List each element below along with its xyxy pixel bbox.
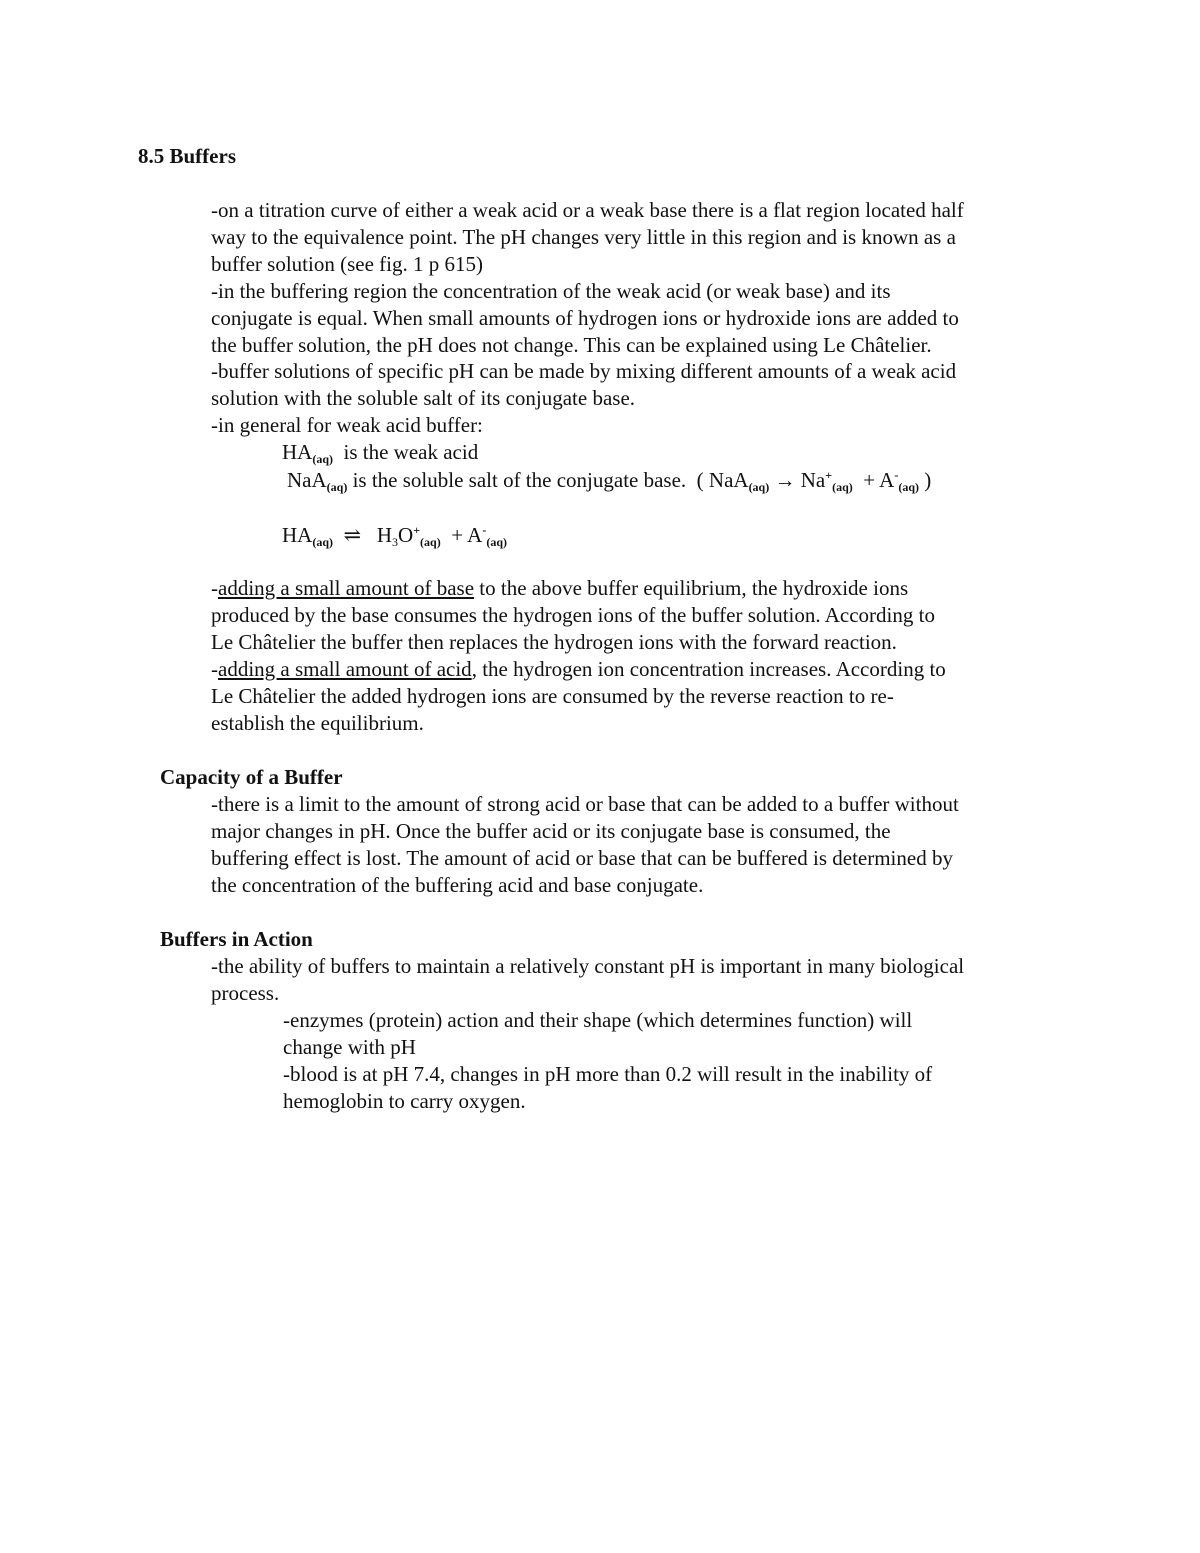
formula-subscript: (aq) (420, 535, 441, 549)
action-sub-line: -enzymes (protein) action and their shape (which determines function) will (283, 1008, 913, 1032)
dash: - (211, 656, 218, 681)
reaction-arrow: → Na (769, 468, 826, 492)
intro-line: buffer solution (see fig. 1 p 615) (211, 251, 483, 276)
formula-subscript: (aq) (832, 480, 853, 494)
formula-text: + A (440, 523, 483, 547)
formula-superscript: + (413, 523, 421, 537)
formula-species: HA (282, 523, 313, 547)
formula-subscript: (aq) (326, 480, 348, 494)
formula-text: is the soluble salt of the conjugate base. ( NaA (347, 468, 749, 492)
formula-subscript: (aq) (312, 452, 334, 466)
dash: - (211, 576, 218, 600)
action-sub-line: change with pH (283, 1034, 416, 1059)
intro-paragraphs (211, 197, 964, 439)
formula-species: O (398, 523, 414, 547)
formula-superscript: - (482, 523, 487, 537)
capacity-paragraph (211, 791, 959, 899)
acid-line (211, 656, 946, 683)
intro-line: the buffer solution, the pH does not change. This can be explained using Le Châtelier. (211, 332, 932, 357)
formula-species: HA (282, 440, 313, 464)
intro-line: -on a titration curve of either a weak acid or a weak base there is a flat region located half (211, 198, 964, 222)
action-sub-line: -blood is at pH 7.4, changes in pH more than 0.2 will result in the inability of (283, 1061, 933, 1086)
section-title: 8.5 Buffers (138, 144, 236, 168)
underlined-phrase: adding a small amount of base (218, 576, 475, 600)
formula-weak-acid (282, 439, 478, 466)
formula-species: NaA (287, 468, 327, 492)
capacity-line: buffering effect is lost. The amount of acid or base that can be buffered is determined by (211, 845, 953, 870)
base-line: Le Châtelier the buffer then replaces the hydrogen ions with the forward reaction. (211, 629, 897, 654)
formula-superscript: + (825, 468, 833, 482)
formula-superscript: - (894, 468, 899, 482)
base-line: produced by the base consumes the hydrogen ions of the buffer solution. According to (211, 602, 935, 627)
line-text: to the above buffer equilibrium, the hydroxide ions (474, 576, 909, 600)
line-text: , the hydrogen ion concentration increases. According to (471, 656, 946, 681)
action-line: process. (211, 980, 280, 1005)
intro-line: -in the buffering region the concentration of the weak acid (or weak base) and its (211, 278, 891, 303)
formula-subscript: (aq) (486, 535, 507, 549)
intro-line: conjugate is equal. When small amounts of hydrogen ions or hydroxide ions are added to (211, 305, 959, 330)
formula-subscript: (aq) (312, 535, 334, 549)
formula-text: + A (852, 468, 895, 492)
formula-equilibrium (282, 522, 507, 549)
intro-line: -in general for weak acid buffer: (211, 413, 483, 438)
base-line (211, 575, 946, 602)
capacity-line: the concentration of the buffering acid and base conjugate. (211, 872, 704, 897)
equilibrium-arrow: ⇌ H (333, 523, 393, 547)
intro-line: way to the equivalence point. The pH changes very little in this region and is known as a (211, 224, 956, 249)
capacity-line: -there is a limit to the amount of strong acid or base that can be added to a buffer without (211, 792, 959, 816)
acid-line: Le Châtelier the added hydrogen ions are consumed by the reverse reaction to re- (211, 683, 894, 708)
formula-subscript: 3 (392, 535, 399, 549)
intro-line: solution with the soluble salt of its conjugate base. (211, 386, 636, 411)
buffer-response-paragraphs (211, 575, 946, 736)
formula-salt (287, 467, 931, 494)
formula-text: ) (919, 468, 932, 492)
capacity-line: major changes in pH. Once the buffer acid or its conjugate base is consumed, the (211, 818, 891, 843)
acid-line: establish the equilibrium. (211, 710, 424, 735)
intro-line: -buffer solutions of specific pH can be made by mixing different amounts of a weak acid (211, 359, 957, 384)
action-sub-line: hemoglobin to carry oxygen. (283, 1088, 526, 1113)
underlined-phrase: adding a small amount of acid (218, 656, 472, 681)
formula-text: is the weak acid (333, 440, 479, 464)
action-heading: Buffers in Action (160, 927, 313, 951)
capacity-heading: Capacity of a Buffer (160, 765, 343, 789)
action-line: -the ability of buffers to maintain a relatively constant pH is important in many biological (211, 954, 965, 978)
formula-subscript: (aq) (898, 480, 920, 494)
action-paragraph (211, 953, 964, 1007)
formula-subscript: (aq) (748, 480, 770, 494)
action-sub-paragraph (283, 1007, 932, 1115)
